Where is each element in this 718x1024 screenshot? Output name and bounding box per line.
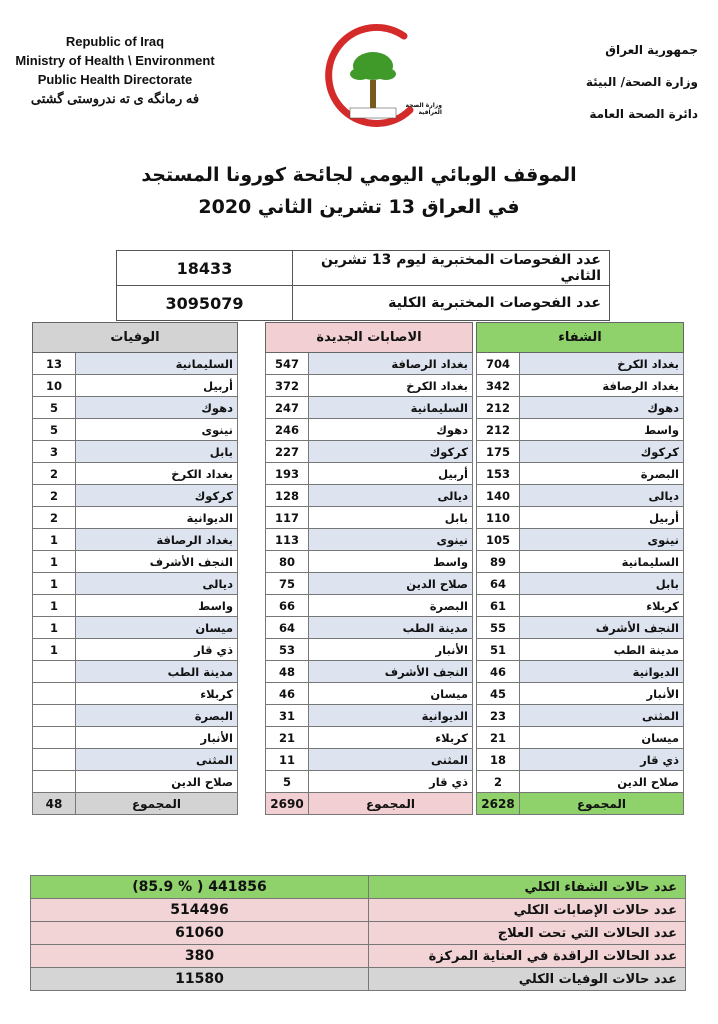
province-name: بابل bbox=[520, 573, 684, 595]
new-cases-total-value: 2690 bbox=[266, 793, 309, 815]
province-name: واسط bbox=[309, 551, 473, 573]
deaths-row bbox=[33, 573, 238, 595]
summary-value: 380 bbox=[31, 945, 369, 968]
report-date: في العراق 13 تشرين الثاني 2020 bbox=[198, 196, 520, 218]
province-count: 13 bbox=[33, 353, 76, 375]
report-title: الموقف الوبائي اليومي لجائحة كورونا المستجد bbox=[141, 164, 577, 186]
province-name: بغداد الرصافة bbox=[76, 529, 238, 551]
province-count: 246 bbox=[266, 419, 309, 441]
province-count: 113 bbox=[266, 529, 309, 551]
header-left-block bbox=[0, 32, 230, 108]
new-cases-row bbox=[266, 507, 473, 529]
province-name: أربيل bbox=[76, 375, 238, 397]
province-name: الأنبار bbox=[520, 683, 684, 705]
province-count: 46 bbox=[266, 683, 309, 705]
recovered-row bbox=[477, 529, 684, 551]
deaths-row bbox=[33, 353, 238, 375]
province-name: نينوى bbox=[520, 529, 684, 551]
deaths-row bbox=[33, 595, 238, 617]
province-count: 1 bbox=[33, 529, 76, 551]
total-tests-label: عدد الفحوصات المختبرية الكلية bbox=[293, 286, 610, 321]
province-count: 2 bbox=[33, 485, 76, 507]
header-right-line: وزارة الصحة/ البيئة bbox=[585, 75, 698, 89]
summary-value: 514496 bbox=[31, 899, 369, 922]
deaths-row bbox=[33, 617, 238, 639]
deaths-row bbox=[33, 551, 238, 573]
recovered-row bbox=[477, 397, 684, 419]
province-count: 212 bbox=[477, 419, 520, 441]
province-name: ذي قار bbox=[520, 749, 684, 771]
recovered-row bbox=[477, 441, 684, 463]
province-name: المثنى bbox=[76, 749, 238, 771]
new-cases-row bbox=[266, 771, 473, 793]
province-name: كربلاء bbox=[309, 727, 473, 749]
province-name: المثنى bbox=[520, 705, 684, 727]
recovered-row bbox=[477, 771, 684, 793]
province-count: 140 bbox=[477, 485, 520, 507]
summary-label: عدد الحالات التي تحت العلاج bbox=[369, 922, 686, 945]
recovered-row bbox=[477, 727, 684, 749]
province-name: بغداد الرصافة bbox=[520, 375, 684, 397]
new-cases-row bbox=[266, 683, 473, 705]
province-count: 193 bbox=[266, 463, 309, 485]
province-name: ميسان bbox=[520, 727, 684, 749]
province-name: مدينة الطب bbox=[309, 617, 473, 639]
province-name: دهوك bbox=[76, 397, 238, 419]
deaths-row bbox=[33, 485, 238, 507]
new-cases-row bbox=[266, 419, 473, 441]
province-name: مدينة الطب bbox=[520, 639, 684, 661]
province-name: ميسان bbox=[309, 683, 473, 705]
province-count: 342 bbox=[477, 375, 520, 397]
province-name: الأنبار bbox=[309, 639, 473, 661]
summary-value: 441856 ( % 85.9) bbox=[31, 876, 369, 899]
recovered-row bbox=[477, 419, 684, 441]
recovered-row bbox=[477, 573, 684, 595]
province-name: كربلاء bbox=[520, 595, 684, 617]
daily-tests-value: 18433 bbox=[117, 251, 293, 286]
province-count: 64 bbox=[477, 573, 520, 595]
province-name: ميسان bbox=[76, 617, 238, 639]
total-tests-value: 3095079 bbox=[117, 286, 293, 321]
province-count: 21 bbox=[266, 727, 309, 749]
deaths-row bbox=[33, 771, 238, 793]
province-name: كركوك bbox=[309, 441, 473, 463]
new-cases-row bbox=[266, 595, 473, 617]
deaths-row bbox=[33, 683, 238, 705]
new-cases-row bbox=[266, 529, 473, 551]
province-count: 55 bbox=[477, 617, 520, 639]
summary-row bbox=[31, 945, 686, 968]
summary-label: عدد الحالات الراقدة في العناية المركزة bbox=[369, 945, 686, 968]
recovered-row bbox=[477, 507, 684, 529]
summary-row bbox=[31, 922, 686, 945]
province-count: 128 bbox=[266, 485, 309, 507]
province-count: 51 bbox=[477, 639, 520, 661]
summary-label: عدد حالات الوفيات الكلي bbox=[369, 968, 686, 991]
province-count: 153 bbox=[477, 463, 520, 485]
province-name: السليمانية bbox=[76, 353, 238, 375]
province-name: أربيل bbox=[309, 463, 473, 485]
province-name: النجف الأشرف bbox=[520, 617, 684, 639]
total-tests-row bbox=[117, 286, 610, 321]
province-count: 80 bbox=[266, 551, 309, 573]
deaths-row bbox=[33, 727, 238, 749]
summary-value: 61060 bbox=[31, 922, 369, 945]
province-name: واسط bbox=[520, 419, 684, 441]
province-count: 3 bbox=[33, 441, 76, 463]
province-count: 2 bbox=[33, 507, 76, 529]
summary-row bbox=[31, 968, 686, 991]
province-name: بابل bbox=[76, 441, 238, 463]
recovered-row bbox=[477, 749, 684, 771]
deaths-row bbox=[33, 463, 238, 485]
deaths-row bbox=[33, 661, 238, 683]
province-count: 23 bbox=[477, 705, 520, 727]
province-name: بغداد الكرخ bbox=[76, 463, 238, 485]
province-name: السليمانية bbox=[520, 551, 684, 573]
new-cases-row bbox=[266, 617, 473, 639]
recovered-row bbox=[477, 705, 684, 727]
deaths-total-label: المجموع bbox=[76, 793, 238, 815]
province-count: 2 bbox=[33, 463, 76, 485]
province-count: 247 bbox=[266, 397, 309, 419]
province-count bbox=[33, 683, 76, 705]
province-name: البصرة bbox=[309, 595, 473, 617]
recovered-total-row bbox=[477, 793, 684, 815]
header-left-line: Ministry of Health \ Environment bbox=[15, 53, 215, 68]
deaths-row bbox=[33, 749, 238, 771]
province-count bbox=[33, 727, 76, 749]
province-name: كركوك bbox=[76, 485, 238, 507]
province-count: 5 bbox=[33, 397, 76, 419]
province-count: 11 bbox=[266, 749, 309, 771]
new-cases-row bbox=[266, 705, 473, 727]
recovered-row bbox=[477, 463, 684, 485]
province-count: 547 bbox=[266, 353, 309, 375]
province-count: 105 bbox=[477, 529, 520, 551]
province-name: كربلاء bbox=[76, 683, 238, 705]
deaths-row bbox=[33, 375, 238, 397]
new-cases-table bbox=[265, 322, 473, 815]
logo-caption: وزارة الصحة العراقية bbox=[405, 102, 442, 116]
province-count: 5 bbox=[266, 771, 309, 793]
province-name: ديالى bbox=[309, 485, 473, 507]
province-count: 5 bbox=[33, 419, 76, 441]
province-name: الديوانية bbox=[309, 705, 473, 727]
recovered-row bbox=[477, 353, 684, 375]
province-count: 704 bbox=[477, 353, 520, 375]
summary-row bbox=[31, 899, 686, 922]
province-count: 1 bbox=[33, 573, 76, 595]
province-count: 64 bbox=[266, 617, 309, 639]
new-cases-total-label: المجموع bbox=[309, 793, 473, 815]
province-name: النجف الأشرف bbox=[309, 661, 473, 683]
summary-label: عدد حالات الشفاء الكلي bbox=[369, 876, 686, 899]
province-count: 31 bbox=[266, 705, 309, 727]
deaths-row bbox=[33, 705, 238, 727]
province-count: 45 bbox=[477, 683, 520, 705]
deaths-total-value: 48 bbox=[33, 793, 76, 815]
province-count: 175 bbox=[477, 441, 520, 463]
recovered-row bbox=[477, 661, 684, 683]
deaths-row bbox=[33, 507, 238, 529]
new-cases-row bbox=[266, 463, 473, 485]
province-name: نينوى bbox=[309, 529, 473, 551]
recovered-row bbox=[477, 485, 684, 507]
province-count bbox=[33, 749, 76, 771]
province-name: دهوك bbox=[309, 419, 473, 441]
province-name: بابل bbox=[309, 507, 473, 529]
recovered-total-label: المجموع bbox=[520, 793, 684, 815]
deaths-row bbox=[33, 529, 238, 551]
deaths-table bbox=[32, 322, 238, 815]
province-count bbox=[33, 661, 76, 683]
header-right-block bbox=[548, 34, 698, 130]
province-count: 1 bbox=[33, 595, 76, 617]
summary-value: 11580 bbox=[31, 968, 369, 991]
province-name: الأنبار bbox=[76, 727, 238, 749]
new-cases-row bbox=[266, 551, 473, 573]
daily-tests-row bbox=[117, 251, 610, 286]
province-name: النجف الأشرف bbox=[76, 551, 238, 573]
new-cases-total-row bbox=[266, 793, 473, 815]
new-cases-row bbox=[266, 353, 473, 375]
province-count: 21 bbox=[477, 727, 520, 749]
province-name: ذي قار bbox=[309, 771, 473, 793]
province-count: 10 bbox=[33, 375, 76, 397]
new-cases-row bbox=[266, 375, 473, 397]
recovered-row bbox=[477, 617, 684, 639]
province-count: 61 bbox=[477, 595, 520, 617]
province-name: ذي قار bbox=[76, 639, 238, 661]
province-count: 48 bbox=[266, 661, 309, 683]
deaths-row bbox=[33, 397, 238, 419]
lab-tests-table bbox=[116, 250, 610, 321]
province-name: دهوك bbox=[520, 397, 684, 419]
province-count bbox=[33, 771, 76, 793]
deaths-row bbox=[33, 441, 238, 463]
province-name: ديالى bbox=[520, 485, 684, 507]
new-cases-row bbox=[266, 727, 473, 749]
recovered-row bbox=[477, 551, 684, 573]
province-name: البصرة bbox=[76, 705, 238, 727]
province-name: بغداد الكرخ bbox=[520, 353, 684, 375]
summary-table bbox=[30, 875, 686, 991]
province-count: 18 bbox=[477, 749, 520, 771]
province-count: 2 bbox=[477, 771, 520, 793]
summary-label: عدد حالات الإصابات الكلي bbox=[369, 899, 686, 922]
new-cases-row bbox=[266, 639, 473, 661]
recovered-row bbox=[477, 683, 684, 705]
province-count: 89 bbox=[477, 551, 520, 573]
header-right-line: جمهورية العراق bbox=[605, 43, 698, 57]
province-count: 46 bbox=[477, 661, 520, 683]
recovered-row bbox=[477, 375, 684, 397]
province-count: 110 bbox=[477, 507, 520, 529]
new-cases-row bbox=[266, 441, 473, 463]
province-name: أربيل bbox=[520, 507, 684, 529]
province-name: البصرة bbox=[520, 463, 684, 485]
recovered-table bbox=[476, 322, 684, 815]
deaths-row bbox=[33, 419, 238, 441]
province-name: مدينة الطب bbox=[76, 661, 238, 683]
province-count: 1 bbox=[33, 551, 76, 573]
new-cases-row bbox=[266, 397, 473, 419]
province-name: صلاح الدين bbox=[76, 771, 238, 793]
ministry-logo bbox=[318, 22, 442, 132]
deaths-row bbox=[33, 639, 238, 661]
deaths-header: الوفيات bbox=[33, 323, 238, 353]
province-name: الديوانية bbox=[520, 661, 684, 683]
recovered-row bbox=[477, 595, 684, 617]
new-cases-header: الاصابات الجديدة bbox=[266, 323, 473, 353]
province-name: بغداد الكرخ bbox=[309, 375, 473, 397]
province-count: 75 bbox=[266, 573, 309, 595]
province-count: 212 bbox=[477, 397, 520, 419]
recovered-header: الشفاء bbox=[477, 323, 684, 353]
province-count: 66 bbox=[266, 595, 309, 617]
province-count: 1 bbox=[33, 639, 76, 661]
province-name: كركوك bbox=[520, 441, 684, 463]
new-cases-row bbox=[266, 661, 473, 683]
province-name: السليمانية bbox=[309, 397, 473, 419]
new-cases-row bbox=[266, 749, 473, 771]
province-count: 227 bbox=[266, 441, 309, 463]
province-name: واسط bbox=[76, 595, 238, 617]
summary-row bbox=[31, 876, 686, 899]
province-name: المثنى bbox=[309, 749, 473, 771]
province-name: صلاح الدين bbox=[309, 573, 473, 595]
province-count: 117 bbox=[266, 507, 309, 529]
province-name: صلاح الدين bbox=[520, 771, 684, 793]
province-count: 53 bbox=[266, 639, 309, 661]
header-left-line: فه رمانگه ى ته ندروستى گشتى bbox=[30, 91, 200, 106]
province-count: 1 bbox=[33, 617, 76, 639]
province-name: ديالى bbox=[76, 573, 238, 595]
recovered-row bbox=[477, 639, 684, 661]
new-cases-row bbox=[266, 573, 473, 595]
header-left-line: Republic of Iraq bbox=[65, 34, 165, 49]
province-name: بغداد الرصافة bbox=[309, 353, 473, 375]
daily-tests-label: عدد الفحوصات المختبرية ليوم 13 تشرين الثاني bbox=[293, 251, 610, 286]
province-name: نينوى bbox=[76, 419, 238, 441]
new-cases-row bbox=[266, 485, 473, 507]
province-name: الديوانية bbox=[76, 507, 238, 529]
deaths-total-row bbox=[33, 793, 238, 815]
recovered-total-value: 2628 bbox=[477, 793, 520, 815]
header-right-line: دائرة الصحة العامة bbox=[589, 107, 698, 121]
province-count bbox=[33, 705, 76, 727]
province-count: 372 bbox=[266, 375, 309, 397]
header-left-line: Public Health Directorate bbox=[37, 72, 193, 87]
